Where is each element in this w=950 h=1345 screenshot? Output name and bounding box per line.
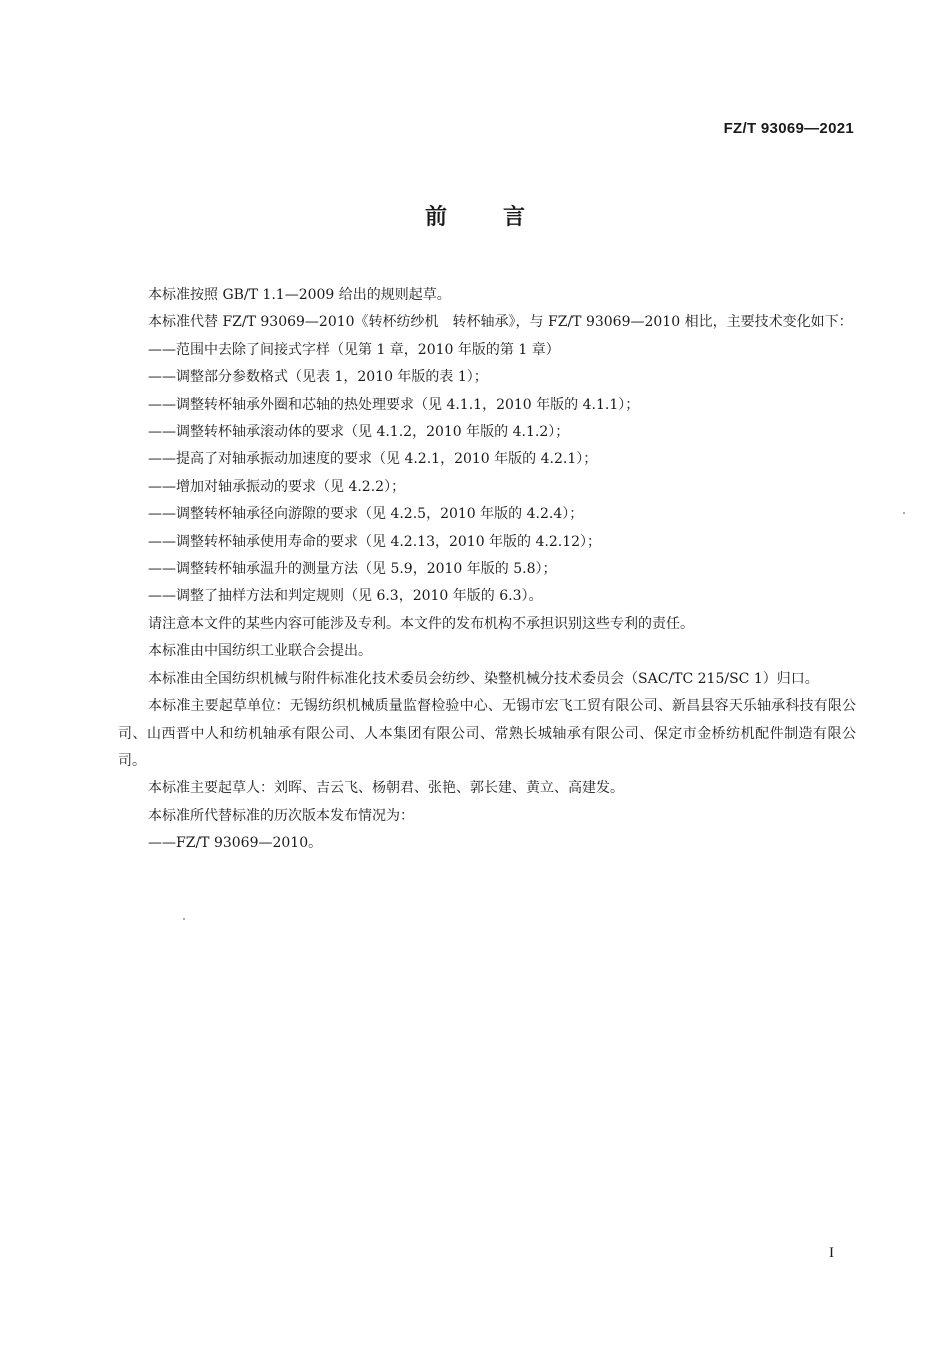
page-number: I xyxy=(829,1245,834,1261)
paragraph: 本标准代替 FZ/T 93069—2010《转杯纺纱机 转杯轴承》，与 FZ/T 93069—2010 相比，主要技术变化如下： xyxy=(148,314,853,331)
page-title xyxy=(0,200,950,231)
paragraph: 请注意本文件的某些内容可能涉及专利。本文件的发布机构不承担识别这些专利的责任。 xyxy=(148,615,694,632)
foreword-body xyxy=(118,282,856,858)
title-char: 前 xyxy=(424,205,447,230)
paragraph: 本标准由全国纺织机械与附件标准化技术委员会纺纱、染整机械分技术委员会（SAC/TC 215/SC 1）归口。 xyxy=(148,670,819,687)
paragraph: 本标准主要起草人：刘晖、吉云飞、杨朝君、张艳、郭长建、黄立、高建发。 xyxy=(148,780,624,797)
paragraph: 本标准由中国纺织工业联合会提出。 xyxy=(148,643,372,660)
change-item: ——提高了对轴承振动加速度的要求（见 4.2.1，2010 年版的 4.2.1）； xyxy=(148,451,598,468)
scan-speck xyxy=(183,918,185,920)
change-item: ——调整部分参数格式（见表 1，2010 年版的表 1）； xyxy=(148,369,488,386)
change-item: ——调整了抽样方法和判定规则（见 6.3，2010 年版的 6.3）。 xyxy=(148,588,543,605)
change-item: ——调整转杯轴承使用寿命的要求（见 4.2.13，2010 年版的 4.2.12）； xyxy=(148,533,602,550)
change-item: ——调整转杯轴承温升的测量方法（见 5.9，2010 年版的 5.8）； xyxy=(148,561,557,578)
change-item: ——范围中去除了间接式字样（见第 1 章，2010 年版的第 1 章） xyxy=(148,341,560,358)
title-char: 言 xyxy=(503,205,526,230)
paragraph: 本标准所代替标准的历次版本发布情况为： xyxy=(148,807,414,824)
change-item: ——调整转杯轴承滚动体的要求（见 4.1.2，2010 年版的 4.1.2）； xyxy=(148,424,570,441)
standard-code: FZ/T 93069—2021 xyxy=(723,120,854,137)
paragraph: 本标准按照 GB/T 1.1—2009 给出的规则起草。 xyxy=(148,287,451,303)
paragraph: 本标准主要起草单位：无锡纺织机械质量监督检验中心、无锡市宏飞工贸有限公司、新昌县容天乐轴承科技有限公司、山西晋中人和纺机轴承有限公司、人本集团有限公司、常熟长城轴承有限公司、保定市金桥纺机配件制造有限公司。 xyxy=(118,698,856,769)
history-item: ——FZ/T 93069—2010。 xyxy=(148,835,323,852)
change-item: ——调整转杯轴承外圈和芯轴的热处理要求（见 4.1.1，2010 年版的 4.1.1）； xyxy=(148,396,640,413)
change-item: ——调整转杯轴承径向游隙的要求（见 4.2.5，2010 年版的 4.2.4）； xyxy=(148,506,584,523)
change-item: ——增加对轴承振动的要求（见 4.2.2）； xyxy=(148,478,406,495)
scan-speck xyxy=(903,512,905,514)
